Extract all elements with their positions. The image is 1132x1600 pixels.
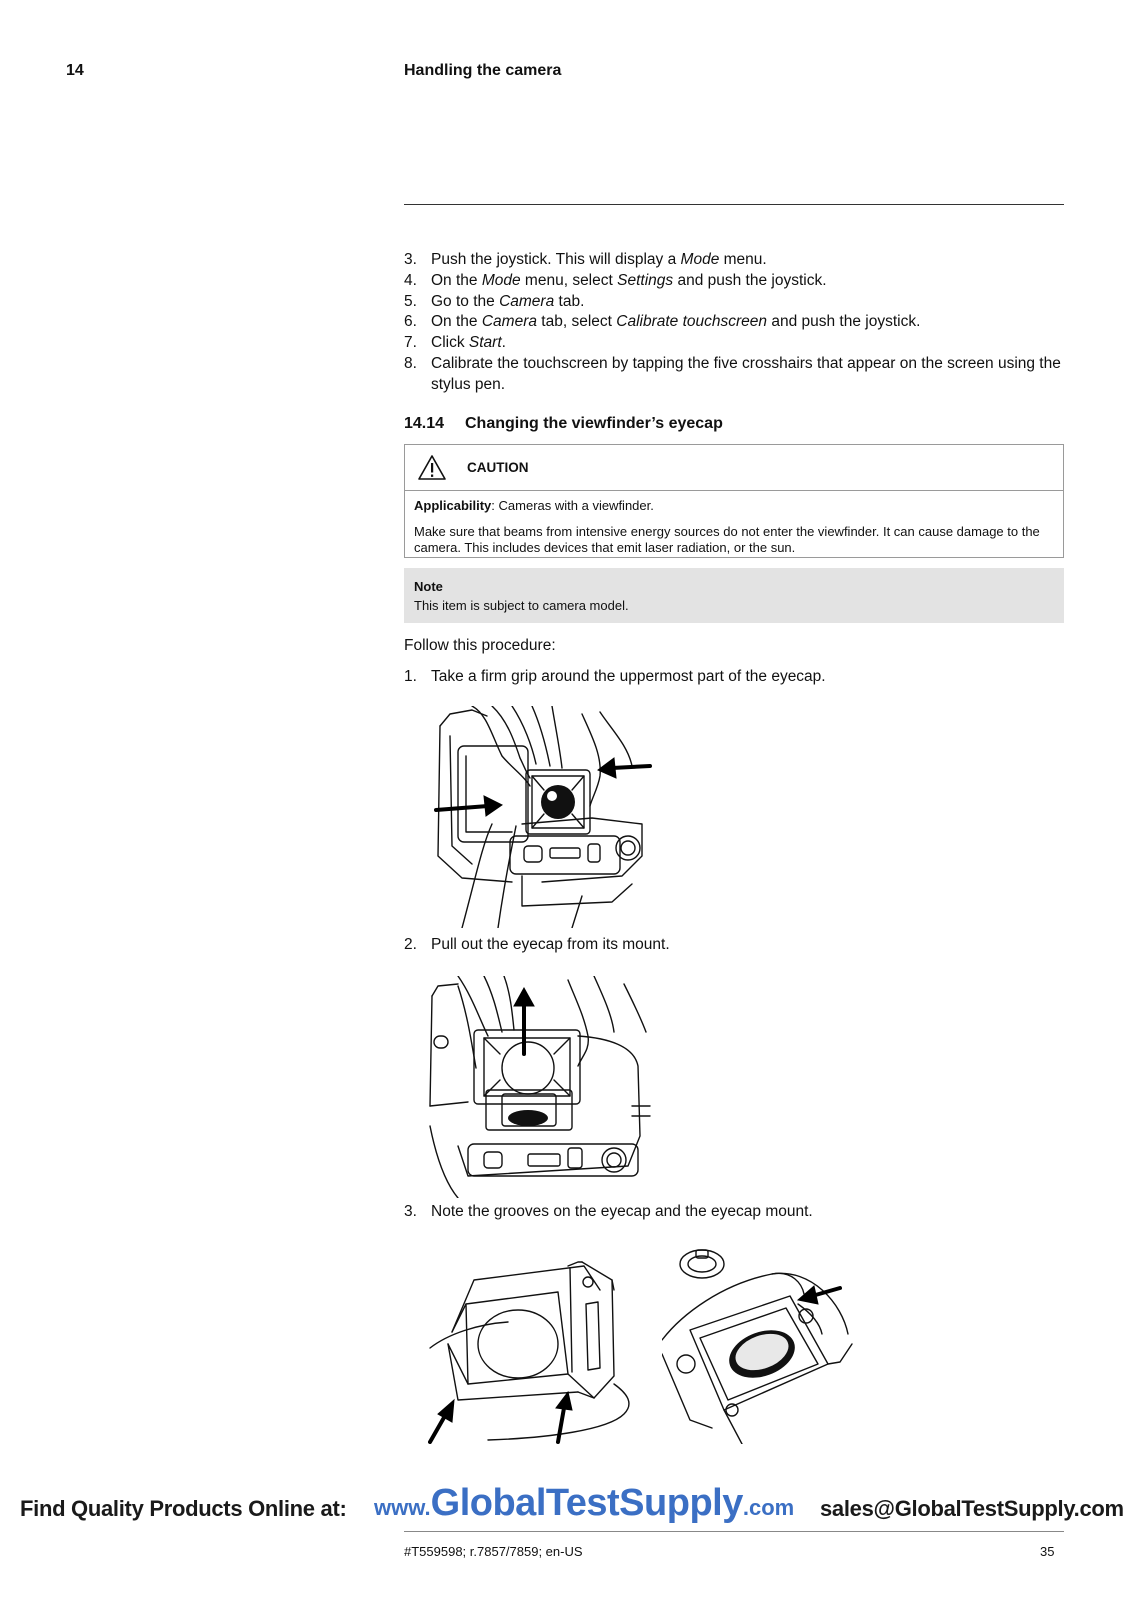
step-text-segment: . <box>501 334 506 352</box>
step-number: 3. <box>404 1203 417 1220</box>
caution-body <box>405 491 1063 556</box>
applicability-line <box>414 498 1054 514</box>
page-number: 35 <box>1040 1544 1055 1559</box>
step-text <box>431 250 1064 271</box>
procedure-step-1 <box>404 667 1064 687</box>
procedure-step-3 <box>404 1202 1064 1222</box>
ui-term: Camera <box>481 313 537 331</box>
site-suffix: .com <box>742 1495 795 1520</box>
section-heading <box>404 415 723 433</box>
calibration-step <box>404 354 1064 396</box>
ui-term: Start <box>468 334 502 352</box>
caution-box <box>404 444 1064 558</box>
step-text-segment: tab. <box>554 292 585 310</box>
grip-eyecap-illustration <box>432 706 652 928</box>
applicability-label: Applicability <box>414 498 492 513</box>
chapter-title: Handling the camera <box>404 62 562 79</box>
step-text <box>431 354 1064 396</box>
step-text: Note the grooves on the eyecap and the eyecap mount. <box>431 1203 813 1220</box>
header-divider <box>404 204 1064 205</box>
applicability-text: : Cameras with a viewfinder. <box>491 498 654 513</box>
step-text <box>431 271 1064 292</box>
step-number: 2. <box>404 936 417 953</box>
ui-term: Mode <box>481 271 521 289</box>
procedure-step-2 <box>404 935 1064 955</box>
step-number: 6. <box>404 313 417 331</box>
step-text-segment: and push the joystick. <box>767 313 921 331</box>
section-number: 14.14 <box>404 415 445 432</box>
step-number: 5. <box>404 292 417 310</box>
step-text-segment: menu, select <box>520 271 618 289</box>
footer-email-link[interactable]: sales@GlobalTestSupply.com <box>820 1496 1124 1521</box>
step-number: 1. <box>404 668 417 685</box>
ui-term: Camera <box>499 292 555 310</box>
calibration-step <box>404 271 1064 292</box>
calibration-step <box>404 333 1064 354</box>
eyecap-grooves-illustration <box>428 1244 636 1444</box>
calibration-step <box>404 250 1064 271</box>
ui-term: Settings <box>617 271 674 289</box>
note-label: Note <box>414 579 443 594</box>
caution-label: CAUTION <box>467 460 529 475</box>
procedure-intro: Follow this procedure: <box>404 637 556 654</box>
step-text-segment: and push the joystick. <box>673 271 827 289</box>
calibration-step <box>404 292 1064 313</box>
step-text-segment: menu. <box>719 251 767 268</box>
step-text-segment: On the <box>431 271 482 289</box>
eyecap-mount-grooves-illustration <box>662 1244 872 1444</box>
step-number: 8. <box>404 354 417 372</box>
step-text-segment: Click <box>431 334 469 352</box>
calibration-steps-list <box>404 250 1064 396</box>
step-text <box>431 292 1064 313</box>
chapter-number: 14 <box>66 62 84 79</box>
caution-header <box>405 445 1063 491</box>
step-number: 7. <box>404 334 417 352</box>
footer-find-label: Find Quality Products Online at: <box>20 1496 347 1521</box>
step-text-segment: Push the joystick. This will display a <box>431 251 681 268</box>
step-text <box>431 333 1064 354</box>
section-title: Changing the viewfinder’s eyecap <box>465 415 723 432</box>
document-id: #T559598; r.7857/7859; en-US <box>404 1544 583 1559</box>
footer-divider <box>404 1531 1064 1532</box>
step-number: 4. <box>404 271 417 289</box>
calibration-step <box>404 312 1064 333</box>
site-prefix: www. <box>374 1495 431 1520</box>
site-name: GlobalTestSupply <box>430 1482 743 1524</box>
footer-website-link[interactable] <box>374 1482 794 1525</box>
step-text: Pull out the eyecap from its mount. <box>431 936 670 953</box>
note-text: This item is subject to camera model. <box>414 598 629 613</box>
caution-text: Make sure that beams from intensive energy sources do not enter the viewfinder. It can cause damage to the camera. This includes devices that emit laser radiation, or the sun. <box>414 524 1040 555</box>
step-text-segment: tab, select <box>536 313 617 331</box>
ui-term: Calibrate touchscreen <box>616 313 768 331</box>
warning-triangle-icon <box>417 454 447 481</box>
step-number: 3. <box>404 251 417 268</box>
step-text <box>431 312 1064 333</box>
note-box <box>404 568 1064 623</box>
step-text-segment: Calibrate the touchscreen by tapping the five crosshairs that appear on the screen using the stylus pen. <box>431 354 1061 393</box>
step-text: Take a firm grip around the uppermost part of the eyecap. <box>431 668 826 685</box>
ui-term: Mode <box>680 251 720 268</box>
pull-eyecap-illustration <box>428 976 652 1198</box>
step-text-segment: Go to the <box>431 292 500 310</box>
step-text-segment: On the <box>431 313 482 331</box>
